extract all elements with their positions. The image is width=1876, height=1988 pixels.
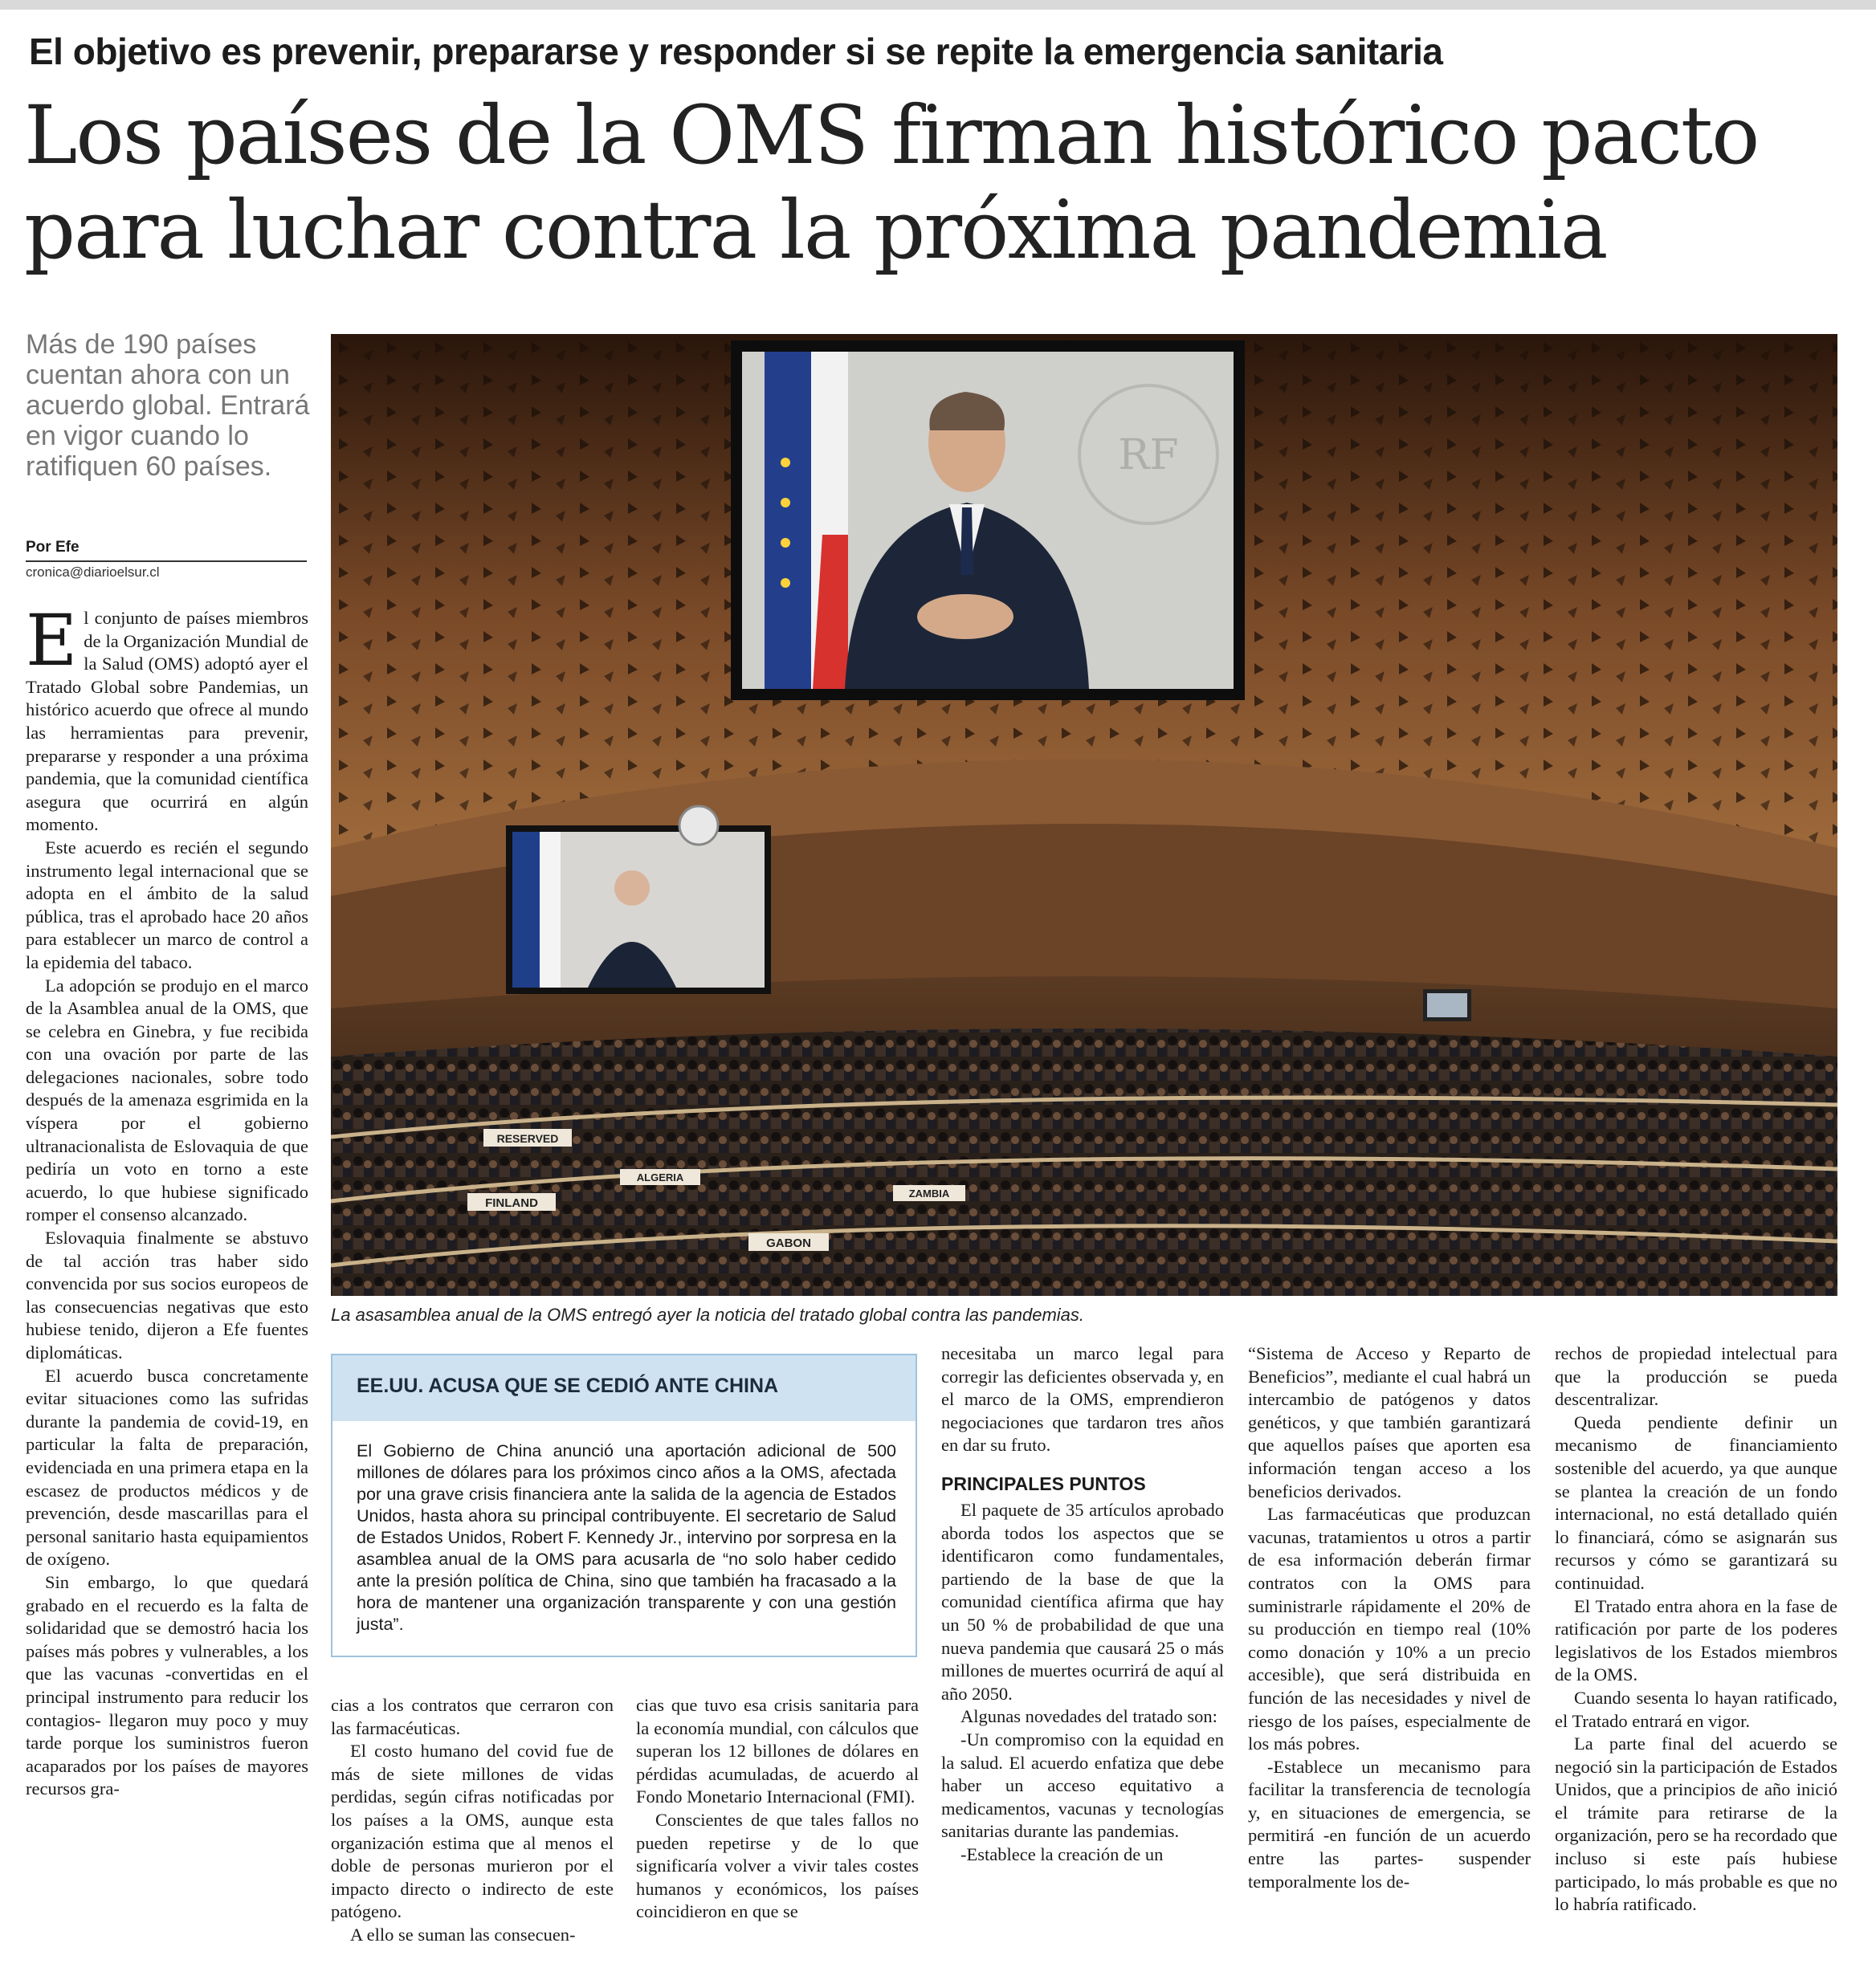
headline-line-2: para luchar contra la próxima pandemia xyxy=(24,183,1607,277)
paragraph: cias que tuvo esa crisis sanitaria para la economía mundial, con cálculos que superan los 12 billones de dólares en pérdidas acumuladas, de acuerdo al Fondo Monetario Internacional (FMI). xyxy=(636,1695,919,1807)
paragraph: Las farmacéuticas que produzcan vacunas, tratamientos u otros a partir de esa información deberán firmar contratos con la OMS para suministrarle rápidamente el 20% de su producción en tiempo real (10% como donación y 10% a un precio accesible), que será distribuida en función de las necesidades y nivel de riesgo de los países, especialmente de los más pobres. xyxy=(1248,1504,1531,1754)
headline xyxy=(24,88,1855,278)
paragraph: El Tratado entra ahora en la fase de ratificación por parte de los poderes legislativos de los Estados miembros de la OMS. xyxy=(1555,1595,1837,1685)
sidebar-body: El Gobierno de China anunció una aportación adicional de 500 millones de dólares para los próximos cinco años a la OMS, afectada por una grave crisis financiera ante la salida de la agencia de Estados Unidos, hasta ahora su principal contribuyente. El secretario de Salud de Estados Unidos, Robert F. Kennedy Jr., intervino por sorpresa en la asamblea anual de la OMS para acusarla de “no solo haber cedido ante la presión política de China, sino que también ha fracasado a la hora de mantener una organización transparente y con una gestión justa”. xyxy=(357,1441,896,1634)
paragraph: -Establece un mecanismo para facilitar la transferencia de tecnología y, en situaciones de emergencia, se permitirá -en función de un acuerdo entre las partes- suspender temporalmente los de- xyxy=(1248,1756,1531,1892)
paragraph: Sin embargo, lo que quedará grabado en el recuerdo es la falta de solidaridad que se demostró hacia los países más pobres y vulnerables, a los que las vacunas -convertidas en el principal instrumento para reducir los contagios- llegaron muy poco y muy tarde porque los suministros fueron acaparados por los países de mayores recursos gra- xyxy=(26,1571,308,1799)
desk-plate-algeria: ALGERIA xyxy=(636,1171,684,1183)
flag-eu-blue xyxy=(765,352,811,689)
paragraph: La adopción se produjo en el marco de la Asamblea anual de la OMS, que se celebra en Ginebra, y fue recibida con una ovación por parte de las delegaciones nacionales, sobre todo después de la amenaza esgrimida en la víspera por el gobierno ultranacionalista de Eslovaquia de que pediría un voto en torno a este acuerdo, lo que hubiese significado romper el consenso alcanzado. xyxy=(26,975,308,1225)
byline: Por Efe xyxy=(26,538,307,562)
photo-illustration xyxy=(331,334,1837,1296)
paragraph: -Un compromiso con la equidad en la salud. El acuerdo enfatiza que debe haber un acceso equitativo a medicamentos, vacunas y tecnologías sanitarias durante las pandemias. xyxy=(941,1729,1224,1842)
paragraph: El acuerdo busca concretamente evitar situaciones como las sufridas durante la pandemia de covid-19, en particular la falta de preparación, evidenciada en una primera etapa en la escasez de productos médicos y de prevención, desde mascarillas para el personal sanitario hasta equipamientos de oxígeno. xyxy=(26,1365,308,1570)
headline-line-1: Los países de la OMS firman histórico pacto xyxy=(24,88,1759,182)
flag-star xyxy=(781,578,790,588)
left-screen-speaker-head xyxy=(614,870,650,906)
emblem-monogram: RF xyxy=(1118,431,1179,479)
paragraph: El conjunto de países miembros de la Organización Mundial de la Salud (OMS) adoptó ayer el Tratado Global sobre Pandemias, un histórico acuerdo que ofrece al mundo las herramientas para prevenir, prepararse y responder a una próxima pandemia, que la comunidad científica asegura que ocurrirá en algún momento. xyxy=(26,599,308,835)
paragraph: necesitaba un marco legal para corregir las deficientes observada y, en el marco de la OMS, emprendieron negociaciones que tardaron tres años en dar su fruto. xyxy=(941,1343,1224,1456)
paragraph: Conscientes de que tales fallos no pueden repetirse y de lo que significaría volver a vivir tales costes humanos y económicos, los países coincidieron en que se xyxy=(636,1809,919,1922)
who-emblem xyxy=(679,806,718,845)
left-screen-flag-white xyxy=(540,832,561,988)
body-column-3 xyxy=(636,1694,919,1924)
paragraph: “Sistema de Acceso y Reparto de Beneficios”, mediante el cual habrá un intercambio de patógenos y datos genéticos, y que también garantizará que aquellos países que aporten esa información tengan acceso a los beneficios derivados. xyxy=(1248,1343,1531,1501)
body-column-1 xyxy=(26,599,308,1801)
body-column-6 xyxy=(1555,1342,1837,1917)
paragraph: Algunas novedades del tratado son: xyxy=(960,1706,1217,1727)
desk-plate-finland: FINLAND xyxy=(485,1196,538,1210)
paragraph: El costo humano del covid fue de más de siete millones de vidas perdidas, según cifras notificadas por los países a la OMS, aunque esta organización estima que al menos el doble de personas murieron por el impacto directo o indirecto de este patógeno. xyxy=(331,1741,614,1922)
flag-star xyxy=(781,498,790,507)
author-email: cronica@diarioelsur.cl xyxy=(26,564,160,580)
flag-star xyxy=(781,458,790,467)
paragraph: cias a los contratos que cerraron con las farmacéuticas. xyxy=(331,1695,614,1738)
left-screen-flag xyxy=(512,832,540,988)
flag-star xyxy=(781,538,790,548)
drop-cap: E xyxy=(26,599,78,682)
body-column-4 xyxy=(941,1342,1224,1866)
kicker: El objetivo es prevenir, prepararse y responder si se repite la emergencia sanitaria xyxy=(29,31,1443,72)
body-column-2 xyxy=(331,1694,614,1947)
desk-plate-gabon: GABON xyxy=(766,1236,811,1250)
speaker-tie xyxy=(960,507,973,575)
sidebar-header xyxy=(332,1355,916,1428)
paragraph: Queda pendiente definir un mecanismo de financiamiento sostenible del acuerdo, ya que aunque se plantea la creación de un fondo internacional, no está detallado quién lo financiará, cómo se asignarán sus recursos y cómo se garantizará su continuidad. xyxy=(1555,1412,1837,1593)
paragraph: rechos de propiedad intelectual para que la producción se pueda descentralizar. xyxy=(1555,1343,1837,1410)
body-column-5 xyxy=(1248,1342,1531,1893)
right-small-screen-display xyxy=(1427,993,1467,1017)
paragraph: Este acuerdo es recién el segundo instrumento legal internacional que se adopta en el ámbito de la salud pública, tras el aprobado hace 20 años para establecer un marco de control a la epidemia del tabaco. xyxy=(26,837,308,972)
deck: Más de 190 países cuentan ahora con un acuerdo global. Entrará en vigor cuando lo ratifiquen 60 países. xyxy=(26,329,310,482)
paragraph: -Establece la creación de un xyxy=(960,1843,1164,1864)
desk-plate-reserved: RESERVED xyxy=(496,1132,559,1145)
sidebar-box xyxy=(331,1354,917,1657)
desk-plate-zambia: ZAMBIA xyxy=(908,1188,950,1200)
paragraph: La parte final del acuerdo se negoció sin la participación de Estados Unidos, que a principios de año inició el trámite para retirarse de la organización, pero se ha recordado que incluso si este país hubiese participado, lo más probable es que no lo habría ratificado. xyxy=(1555,1733,1837,1915)
speaker-hands xyxy=(917,594,1013,639)
photo-caption: La asasamblea anual de la OMS entregó ayer la noticia del tratado global contra las pandemias. xyxy=(331,1305,1085,1325)
section-subhead: PRINCIPALES PUNTOS xyxy=(941,1473,1146,1494)
paragraph: Cuando sesenta lo hayan ratificado, el Tratado entrará en vigor. xyxy=(1555,1687,1837,1731)
paragraph: A ello se suman las consecuen- xyxy=(350,1924,576,1945)
top-rule xyxy=(0,0,1876,10)
paragraph: El paquete de 35 artículos aprobado aborda todos los aspectos que se identificaron como fundamentales, partiendo de la base de que la comunidad científica afirma que hay un 50 % de probabilidad de que una nueva pandemia que causará 25 o más millones de muertes ocurrirá de aquí al año 2050. xyxy=(941,1499,1224,1704)
sidebar-title: EE.UU. ACUSA QUE SE CEDIÓ ANTE CHINA xyxy=(357,1375,779,1397)
paragraph: Eslovaquia finalmente se abstuvo de tal acción tras haber sido convencida por sus socios europeos de las consecuencias negativas que esto hubiese tenido, dijeron a Efe fuentes diplomáticas. xyxy=(26,1228,308,1363)
assembly-photo xyxy=(331,334,1837,1296)
